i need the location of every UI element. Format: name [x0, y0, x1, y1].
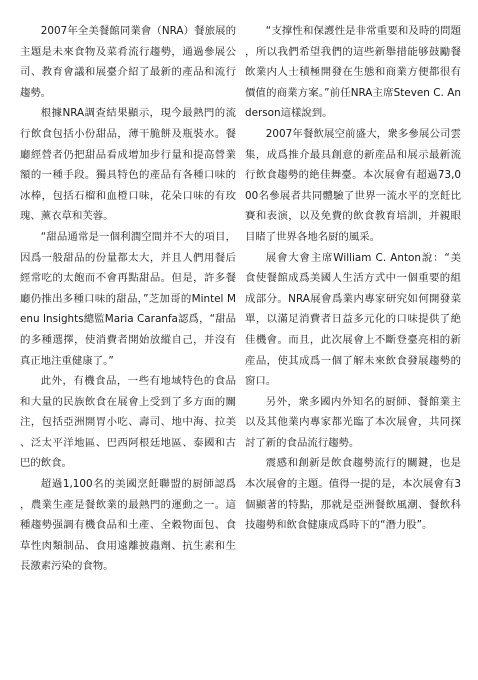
paragraph-popular-food-survey: 根據NRA調查結果顯示，現今最熱門的流行飲食包括小份甜品，薄干脆餅及瓶裝水。餐廳經營者仍把甜品看成增加步行量和提高營業額的一種手段。獨具特色的產品有各種口味的冰棒，包括石榴和血橙口味，花朵口味的有玫瑰、薰衣草和芙蓉。	[20, 107, 236, 223]
right-text-column	[245, 21, 461, 536]
paragraph-show-scale: 2007年餐飲展空前盛大，衆多參展公司雲集，成爲推介最具創意的新産品和展示最新流行飲食趨勢的絶佳舞臺。本次展會有超過73,000名參展者共同體驗了世界一流水平的烹飪比賽和表演，以及免費的飲食教育培訓，并親眼目睹了世界各地名厨的風采。	[245, 127, 461, 243]
left-text-column	[20, 21, 236, 577]
paragraph-nra-show-theme: 2007年全美餐館同業會（NRA）餐旅展的主題是未來食物及菜肴流行趨勢，通過參展公司、教育會議和展臺介紹了最新的產品和流行趨勢。	[20, 25, 236, 99]
paragraph-show-highlights: 震感和創新是飲食趨勢流行的關鍵，也是本次展會的主題。值得一提的是，本次展會有3個顯著的特點，那就是亞洲餐飲風潮、餐飲科技趨勢和飲食健康成爲時下的“潛力股”。	[245, 457, 461, 532]
paragraph-chairman-quote: 展會大會主席William C. Anton說：“美食使餐館成爲美國人生活方式中一個重要的組成部分。NRA展會爲業内專家研究如何開發菜單，以滿足消費者日益多元化的口味提供了絶佳機會。而且，此次展會上不斷登臺亮相的新産品，使其成爲一個了解未來飲食發展趨勢的窗口。	[245, 251, 461, 388]
paragraph-dessert-quote: “甜品通常是一個利潤空間并不大的項目，因爲一般甜品的份量都太大，并且人們用餐后經常吃的太飽而不會再點甜品。但是，許多餐廳仍推出多種口味的甜品，”芝加哥的Mintel Menu Insights總監Maria Caranfa認爲，“甜品的多種選擇，使消費者開始放縱自己，并沒有真正地注重健康了。”	[20, 230, 236, 367]
paragraph-organic-ethnic-food: 此外，有機食品，一些有地域特色的食品和大量的民族飲食在展會上受到了多方面的關注，包括亞洲開胃小吃、壽司、地中海、拉美、泛太平洋地區、巴西阿根廷地區、泰國和古巴的飲食。	[20, 375, 236, 470]
paragraph-chefs-agriculture-trend: 超過1,100名的美國烹飪聯盟的厨師認爲，農業生產是餐飲業的最熱門的運動之一。這種趨勢强調有機食品和土產、全穀物面包、食草性肉類制品、食用遠離披蟲劑、抗生素和生長激素污染的食物。	[20, 478, 236, 573]
paragraph-sustainability-quote: “支撑性和保護性是非常重要和及時的問題，所以我們希望我們的這些新舉措能够鼓勵餐飲業内人士積極開發在生態和商業方便都很有價值的商業方案。”前任NRA主席Steven C. Anderson這樣說到。	[245, 25, 461, 120]
paragraph-chefs-attendance: 另外，衆多國内外知名的厨師、餐館業主以及其他業内專家都光臨了本次展會，共同探討了新的食品流行趨勢。	[245, 395, 461, 449]
